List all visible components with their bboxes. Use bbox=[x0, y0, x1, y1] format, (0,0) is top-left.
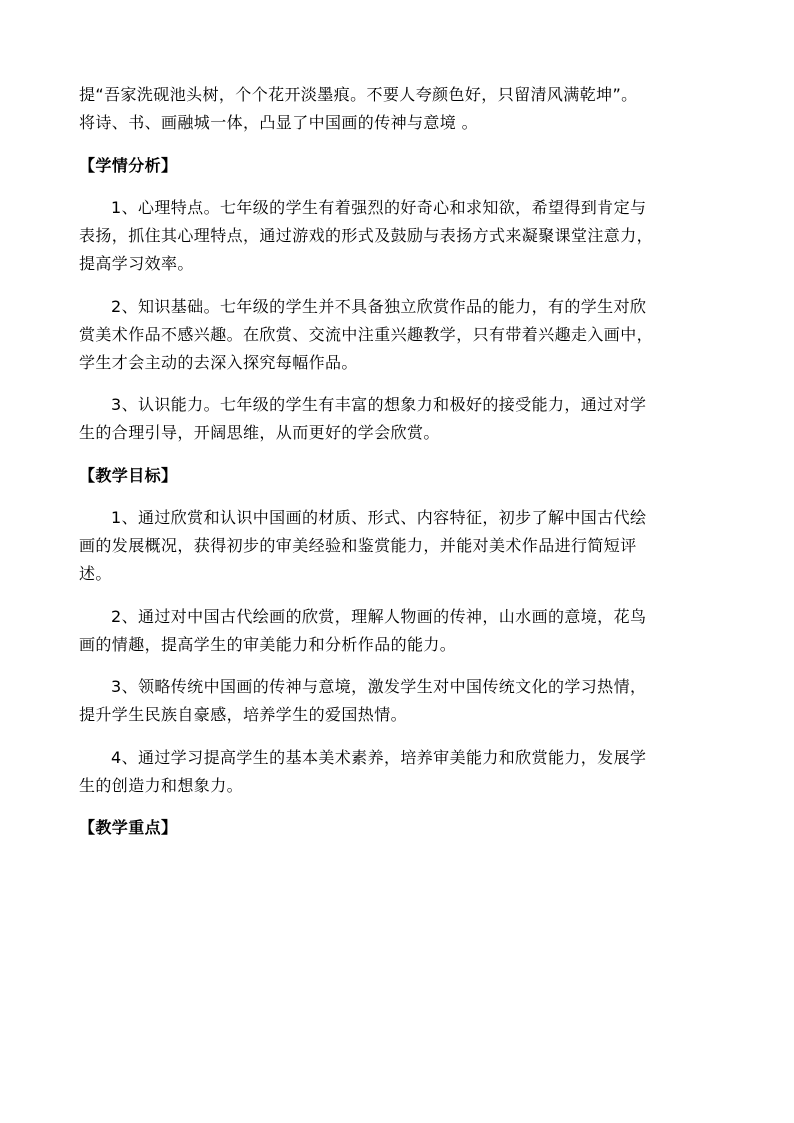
section-heading-teaching-focus: 【教学重点】 bbox=[79, 818, 178, 837]
text-line: 画的情趣，提高学生的审美能力和分析作品的能力。 bbox=[79, 634, 457, 654]
text-line: 学生才会主动的去深入探究每幅作品。 bbox=[79, 352, 358, 372]
paragraph-goal-3 bbox=[79, 673, 719, 729]
text-line: 表扬，抓住其心理特点，通过游戏的形式及鼓励与表扬方式来凝聚课堂注意力， bbox=[79, 226, 654, 245]
text-line: 3、领略传统中国画的传神与意境，激发学生对中国传统文化的学习热情， bbox=[111, 677, 647, 696]
paragraph-goal-4 bbox=[79, 744, 719, 800]
section-heading-student-analysis: 【学情分析】 bbox=[79, 155, 178, 175]
text-line: 2、通过对中国古代绘画的欣赏，理解人物画的传神，山水画的意境，花鸟 bbox=[111, 606, 647, 626]
text-line: 述。 bbox=[79, 564, 112, 583]
text-line: 提升学生民族自豪感，培养学生的爱国热情。 bbox=[79, 705, 408, 724]
paragraph-goal-1 bbox=[79, 504, 719, 588]
text-line: 3、认识能力。七年级的学生有丰富的想象力和极好的接受能力，通过对学 bbox=[111, 395, 647, 414]
paragraph-psychology bbox=[79, 194, 719, 278]
section-heading-teaching-goals: 【教学目标】 bbox=[79, 465, 178, 485]
intro-paragraph bbox=[79, 81, 719, 137]
text-line: 1、通过欣赏和认识中国画的材质、形式、内容特征，初步了解中国古代绘 bbox=[111, 508, 647, 527]
text-line: 赏美术作品不感兴趣。在欣赏、交流中注重兴趣教学，只有带着兴趣走入画中， bbox=[79, 324, 654, 344]
text-line: 1、心理特点。七年级的学生有着强烈的好奇心和求知欲，希望得到肯定与 bbox=[111, 198, 647, 217]
paragraph-goal-2 bbox=[79, 603, 719, 659]
text-line: 提高学习效率。 bbox=[79, 254, 194, 273]
paragraph-cognition bbox=[79, 391, 719, 447]
text-line: 2、知识基础。七年级的学生并不具备独立欣赏作品的能力，有的学生对欣 bbox=[111, 296, 647, 316]
text-line: 画的发展概况，获得初步的审美经验和鉴赏能力，并能对美术作品进行简短评 bbox=[79, 536, 637, 555]
text-line: 4、通过学习提高学生的基本美术素养，培养审美能力和欣赏能力，发展学 bbox=[111, 747, 647, 767]
text-line: 生的创造力和想象力。 bbox=[79, 775, 244, 795]
text-line: 将诗、书、画融城一体，凸显了中国画的传神与意境 。 bbox=[79, 113, 479, 132]
document-page bbox=[79, 81, 719, 857]
text-line: 生的合理引导，开阔思维，从而更好的学会欣赏。 bbox=[79, 423, 440, 442]
paragraph-knowledge bbox=[79, 293, 719, 377]
text-line: 提“吾家洗砚池头树，个个花开淡墨痕。不要人夸颜色好，只留清风满乾坤”。 bbox=[79, 85, 638, 104]
